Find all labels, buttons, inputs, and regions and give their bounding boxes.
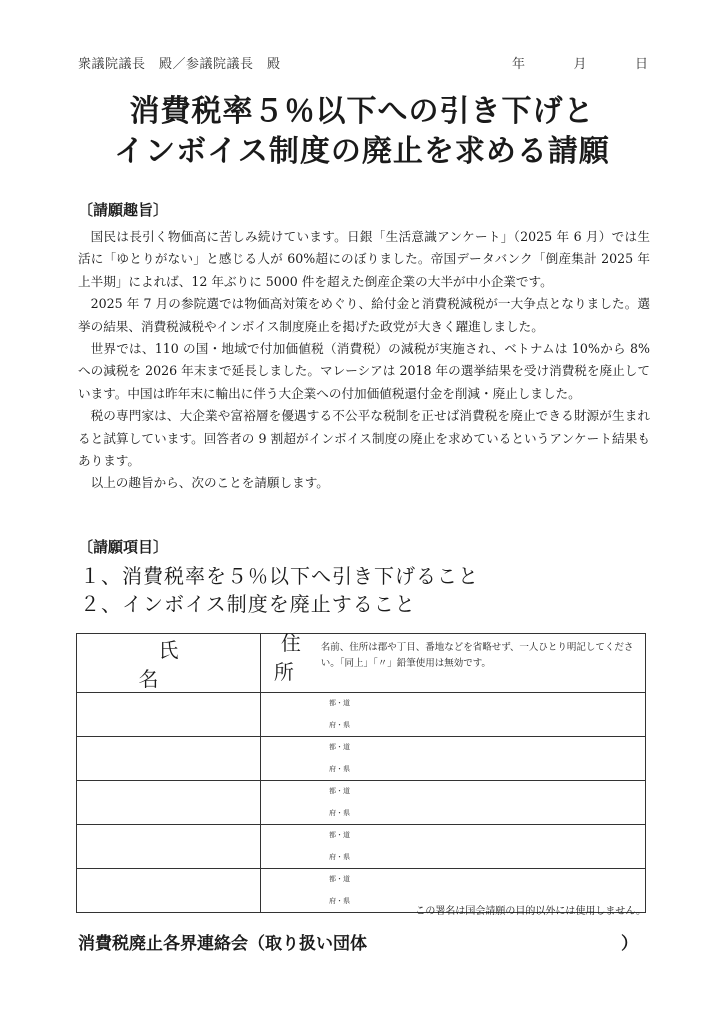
purpose-paragraph: 2025 年 7 月の参院選では物価高対策をめぐり、給付金と消費税減税が一大争点となりました。選挙の結果、消費税減税やインボイス制度廃止を掲げた政党が大きく躍進しました。	[78, 296, 650, 334]
prefecture-label-bottom: 府・県	[329, 852, 350, 861]
signature-row	[77, 737, 646, 781]
address-cell[interactable]	[261, 693, 646, 737]
prefecture-label-top: 都・道	[329, 875, 350, 883]
prefecture-label-bottom: 府・県	[329, 764, 350, 773]
prefecture-label-top: 都・道	[329, 787, 350, 795]
purpose-heading: 〔請願趣旨〕	[78, 201, 169, 219]
name-cell[interactable]	[77, 825, 261, 869]
address-cell[interactable]	[261, 737, 646, 781]
date-day: 日	[634, 57, 648, 72]
title-line-1: 消費税率５％以下への引き下げと	[129, 94, 595, 129]
document-title	[0, 92, 724, 172]
address-label: 住所	[273, 631, 315, 684]
signature-row	[77, 693, 646, 737]
name-cell[interactable]	[77, 737, 261, 781]
name-cell[interactable]	[77, 869, 261, 913]
request-heading: 〔請願項目〕	[78, 538, 169, 556]
usage-note: この署名は国会請願の目的以外には使用しません。	[415, 906, 646, 917]
signature-row	[77, 825, 646, 869]
organization-name: 消費税廃止各界連絡会（取り扱い団体	[78, 934, 367, 954]
organization-close-paren: ）	[621, 934, 638, 954]
name-cell[interactable]	[77, 781, 261, 825]
date-month: 月	[573, 57, 587, 72]
addressee: 衆議院議長 殿／参議院議長 殿	[78, 57, 281, 72]
date-line	[512, 53, 648, 72]
prefecture-label-bottom: 府・県	[329, 720, 350, 729]
request-item-1: １、消費税率を５％以下へ引き下げること	[80, 564, 479, 588]
purpose-paragraph: 以上の趣旨から、次のことを請願します。	[90, 475, 329, 491]
organization-line	[78, 929, 638, 954]
request-item-2: ２、インボイス制度を廃止すること	[80, 592, 416, 616]
prefecture-label-top: 都・道	[329, 699, 350, 707]
prefecture-label-bottom: 府・県	[329, 808, 350, 817]
purpose-paragraph: 国民は長引く物価高に苦しみ続けています。日銀「生活意識アンケート」（2025 年 6 月）では生活に「ゆとりがない」と感じる人が 60%超にのぼりました。帝国データバンク「倒産集計 2025 年上半期」によれば、12 年ぶりに 5000 件を超えた倒産企業の大半が中小企業です。	[78, 229, 650, 289]
prefecture-label-bottom: 府・県	[329, 896, 350, 905]
request-items	[80, 562, 479, 618]
name-cell[interactable]	[77, 693, 261, 737]
prefecture-label-top: 都・道	[329, 831, 350, 839]
date-year: 年	[512, 57, 526, 72]
purpose-body	[78, 226, 650, 495]
address-cell[interactable]	[261, 781, 646, 825]
signature-table	[76, 633, 646, 913]
signature-row	[77, 781, 646, 825]
purpose-paragraph: 世界では、110 の国・地域で付加価値税（消費税）の減税が実施され、ベトナムは 10%から 8%への減税を 2026 年末まで延長しました。マレーシアは 2018 年の選挙結果を受け消費税を廃止しています。中国は昨年末に輸出に伴う大企業への付加価値税還付金を削減・廃止しました。	[78, 341, 650, 401]
purpose-paragraph: 税の専門家は、大企業や富裕層を優遇する不公平な税制を正せば消費税を廃止できる財源が生まれると試算しています。回答者の 9 割超がインボイス制度の廃止を求めているというアンケート結果もあります。	[78, 408, 650, 469]
prefecture-label-top: 都・道	[329, 743, 350, 751]
title-line-2: インボイス制度の廃止を求める請願	[114, 134, 610, 169]
address-cell[interactable]	[261, 825, 646, 869]
name-column-header: 氏 名	[77, 634, 261, 693]
signature-instructions: 名前、住所は郡や丁目、番地などを省略せず、一人ひとり明記してください。「同上」「〃」鉛筆使用は無効です。	[320, 642, 634, 669]
address-column-header	[261, 631, 646, 693]
signature-header-row	[77, 634, 646, 693]
